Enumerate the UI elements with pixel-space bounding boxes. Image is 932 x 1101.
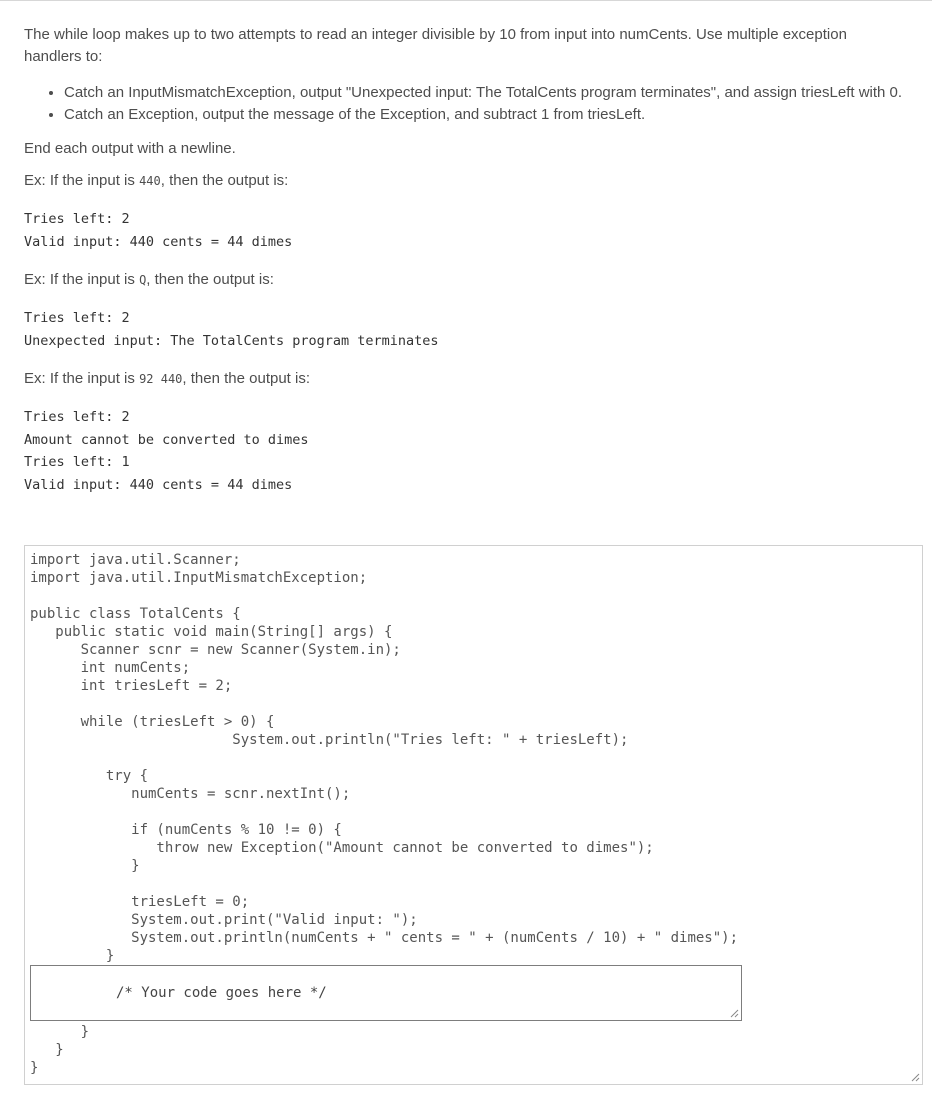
requirements-list xyxy=(24,82,904,126)
example-suffix: , then the output is: xyxy=(146,271,274,288)
code-editor[interactable] xyxy=(24,545,923,1085)
example-suffix: , then the output is: xyxy=(160,172,289,189)
example-output: Tries left: 2 Amount cannot be converted to dimes Tries left: 1 Valid input: 440 cents = 44 dimes xyxy=(24,409,309,493)
example-prefix: Ex: If the input is xyxy=(24,271,140,288)
example-suffix: , then the output is: xyxy=(182,370,311,387)
example-prefix: Ex: If the input is xyxy=(24,172,140,189)
answer-placeholder: /* Your code goes here */ xyxy=(116,985,327,1001)
answer-resize-grip-icon[interactable] xyxy=(729,1008,739,1018)
top-divider xyxy=(0,0,932,7)
example-description xyxy=(24,170,904,192)
example-output: Tries left: 2 Unexpected input: The TotalCents program terminates xyxy=(24,310,439,349)
example-prefix: Ex: If the input is xyxy=(24,370,140,387)
code-before: import java.util.Scanner; import java.util.InputMismatchException; public class TotalCents { public static void main(String[] args) { Scanner scnr = new Scanner(System.in); int numCents; int triesLeft = 2; while (triesLeft > 0) { System.out.println("Tries left: " + triesLeft); try { numCents = scnr.nextInt(); if (numCents % 10 != 0) { throw new Exception("Amount cannot be converted to dimes"); } triesLeft = 0; System.out.print("Valid input: "); System.out.println(numCents + " cents = " + (numCents / 10) + " dimes"); } xyxy=(30,552,739,964)
example-description xyxy=(24,368,904,390)
example-description xyxy=(24,269,904,291)
example-input: 440 xyxy=(139,174,161,188)
editor-resize-grip-icon[interactable] xyxy=(910,1072,920,1082)
example-output: Tries left: 2 Valid input: 440 cents = 44 dimes xyxy=(24,211,293,250)
end-note: End each output with a newline. xyxy=(24,140,236,157)
problem-statement xyxy=(24,24,904,512)
example-input: 92 440 xyxy=(139,372,183,386)
code-after: } } } xyxy=(30,1024,90,1076)
example-input: Q xyxy=(139,273,147,287)
requirement-item: • Catch an InputMismatchException, output "Unexpected input: The TotalCents program terminates", and assign triesLeft with 0. xyxy=(64,82,904,104)
answer-input[interactable] xyxy=(30,965,742,1021)
requirement-item: • Catch an Exception, output the message of the Exception, and subtract 1 from triesLeft. xyxy=(64,104,904,126)
prompt-intro: The while loop makes up to two attempts to read an integer divisible by 10 from input into numCents. Use multiple exception handlers to: xyxy=(24,26,847,65)
